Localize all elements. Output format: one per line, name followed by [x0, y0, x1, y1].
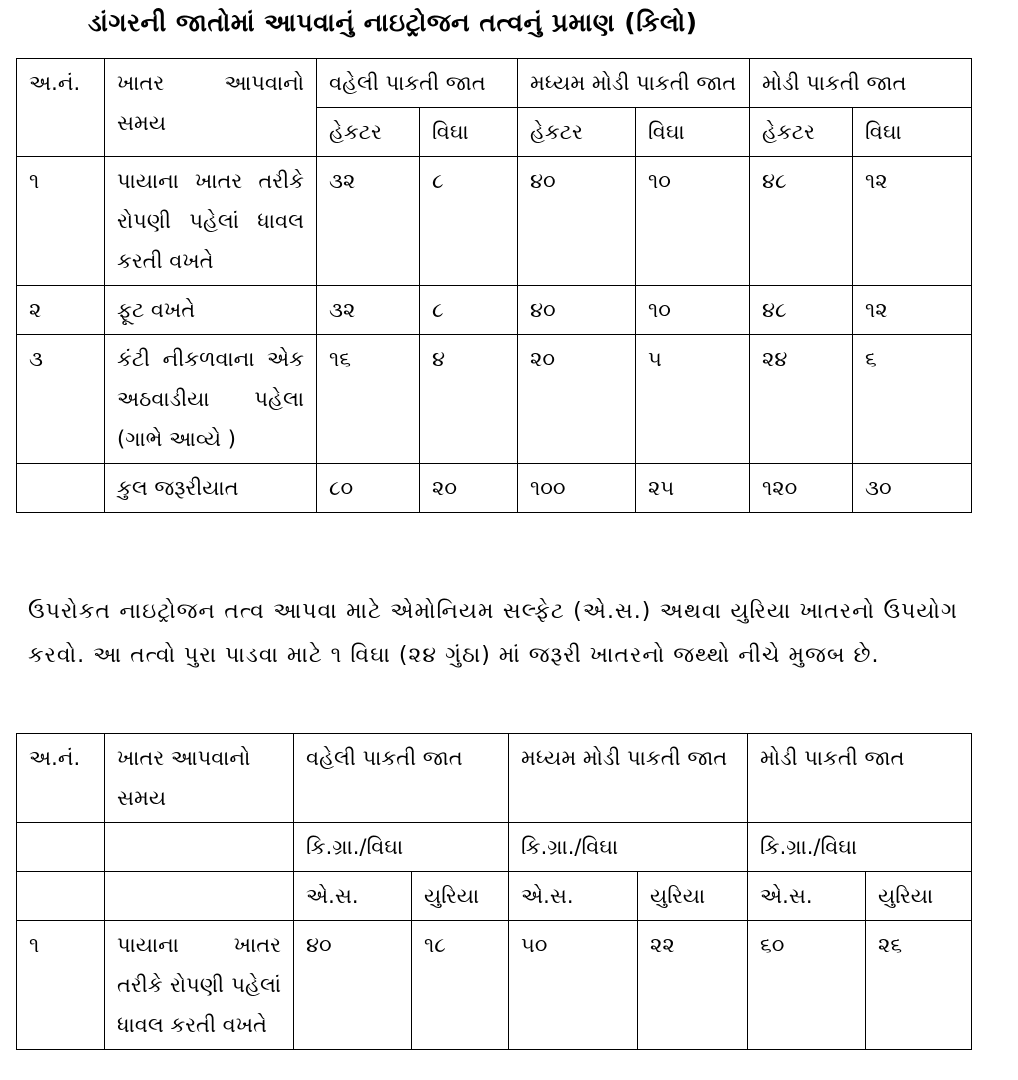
- total-value-cell: ૨૫: [636, 464, 750, 513]
- value-cell: ૫: [636, 335, 750, 464]
- subheader-vigha: વિઘા: [853, 108, 972, 157]
- subheader-hectare: હેકટર: [750, 108, 853, 157]
- document-title: ડાંગરની જાતોમાં આપવાનું નાઇટ્રોજન તત્વનું પ્રમાણ (કિલો): [88, 8, 698, 37]
- value-cell: ૪૮: [750, 286, 853, 335]
- subheader-hectare: હેકટર: [518, 108, 636, 157]
- fertilizer-time-cell: ફૂટ વખતે: [105, 286, 317, 335]
- table-total-row: [17, 464, 972, 513]
- subheader-vigha: વિઘા: [420, 108, 518, 157]
- empty-cell: [105, 823, 294, 872]
- value-cell: ૧૬: [317, 335, 420, 464]
- total-value-cell: ૨૦: [420, 464, 518, 513]
- header-early-variety: વહેલી પાકતી જાત: [294, 734, 509, 823]
- table-row: [17, 335, 972, 464]
- header-late-variety: મોડી પાકતી જાત: [748, 734, 972, 823]
- subheader-urea: યુરિયા: [866, 872, 972, 921]
- fertilizer-quantity-table: [16, 733, 972, 1050]
- empty-cell: [17, 823, 105, 872]
- value-cell: ૧૦: [636, 157, 750, 286]
- subheader-ammonium-sulphate: એ.સ.: [748, 872, 866, 921]
- serial-number-cell: ૨: [17, 286, 105, 335]
- table-row: [17, 286, 972, 335]
- value-cell: ૬: [853, 335, 972, 464]
- fertilizer-time-cell: કંટી નીકળવાના એક અઠવાડીયા પહેલા (ગાભે આવ્યે ): [105, 335, 317, 464]
- empty-cell: [105, 872, 294, 921]
- header-fertilizer-time: ખાતર આપવાનો સમય: [105, 734, 294, 823]
- table-row: [17, 157, 972, 286]
- body-paragraph: ઉપરોકત નાઇટ્રોજન તત્વ આપવા માટે એમોનિયમ સલ્ફેટ (એ.સ.) અથવા યુરિયા ખાતરનો ઉપયોગ કરવો. આ તત્વો પુરા પાડવા માટે ૧ વિઘા (૨૪ ગુંઠા) માં જરૂરી ખાતરનો જથ્થો નીચે મુજબ છે.: [28, 599, 958, 668]
- value-cell: ૨૪: [750, 335, 853, 464]
- table-header-row: [17, 734, 972, 823]
- value-cell: ૬૦: [748, 921, 866, 1050]
- empty-cell: [17, 872, 105, 921]
- serial-number-cell: ૧: [17, 157, 105, 286]
- value-cell: ૫૦: [509, 921, 638, 1050]
- subheader-hectare: હેકટર: [317, 108, 420, 157]
- unit-cell: કિ.ગ્રા./વિઘા: [748, 823, 972, 872]
- total-value-cell: ૩૦: [853, 464, 972, 513]
- header-medium-late-variety: મધ્યમ મોડી પાકતી જાત: [518, 59, 750, 108]
- value-cell: ૪: [420, 335, 518, 464]
- value-cell: ૧૨: [853, 286, 972, 335]
- serial-number-cell: [17, 464, 105, 513]
- table-subheader-row: [17, 872, 972, 921]
- subheader-ammonium-sulphate: એ.સ.: [509, 872, 638, 921]
- header-early-variety: વહેલી પાકતી જાત: [317, 59, 518, 108]
- value-cell: ૨૬: [866, 921, 972, 1050]
- header-late-variety: મોડી પાકતી જાત: [750, 59, 972, 108]
- value-cell: ૨૦: [518, 335, 636, 464]
- nitrogen-table: [16, 58, 972, 513]
- value-cell: ૪૦: [294, 921, 412, 1050]
- header-fertilizer-time: ખાતર આપવાનો સમય: [105, 59, 317, 157]
- fertilizer-time-cell: પાયાના ખાતર તરીકે રોપણી પહેલાં ધાવલ કરતી વખતે: [105, 157, 317, 286]
- header-serial-number: અ.નં.: [17, 734, 105, 823]
- header-serial-number: અ.નં.: [17, 59, 105, 157]
- total-value-cell: ૧૨૦: [750, 464, 853, 513]
- value-cell: ૪૦: [518, 157, 636, 286]
- subheader-ammonium-sulphate: એ.સ.: [294, 872, 412, 921]
- value-cell: ૪૦: [518, 286, 636, 335]
- unit-cell: કિ.ગ્રા./વિઘા: [294, 823, 509, 872]
- total-label-cell: કુલ જરૂરીયાત: [105, 464, 317, 513]
- value-cell: ૧૨: [853, 157, 972, 286]
- value-cell: ૩૨: [317, 157, 420, 286]
- value-cell: ૮: [420, 286, 518, 335]
- value-cell: ૧૦: [636, 286, 750, 335]
- header-medium-late-variety: મધ્યમ મોડી પાકતી જાત: [509, 734, 748, 823]
- value-cell: ૨૨: [638, 921, 748, 1050]
- subheader-urea: યુરિયા: [412, 872, 509, 921]
- table-header-row: [17, 59, 972, 108]
- total-value-cell: ૮૦: [317, 464, 420, 513]
- serial-number-cell: ૧: [17, 921, 105, 1050]
- value-cell: ૩૨: [317, 286, 420, 335]
- unit-cell: કિ.ગ્રા./વિઘા: [509, 823, 748, 872]
- fertilizer-time-cell: પાયાના ખાતર તરીકે રોપણી પહેલાં ધાવલ કરતી વખતે: [105, 921, 294, 1050]
- value-cell: ૪૮: [750, 157, 853, 286]
- table-row: [17, 921, 972, 1050]
- subheader-urea: યુરિયા: [638, 872, 748, 921]
- value-cell: ૮: [420, 157, 518, 286]
- subheader-vigha: વિઘા: [636, 108, 750, 157]
- serial-number-cell: ૩: [17, 335, 105, 464]
- table-unit-row: [17, 823, 972, 872]
- total-value-cell: ૧૦૦: [518, 464, 636, 513]
- value-cell: ૧૮: [412, 921, 509, 1050]
